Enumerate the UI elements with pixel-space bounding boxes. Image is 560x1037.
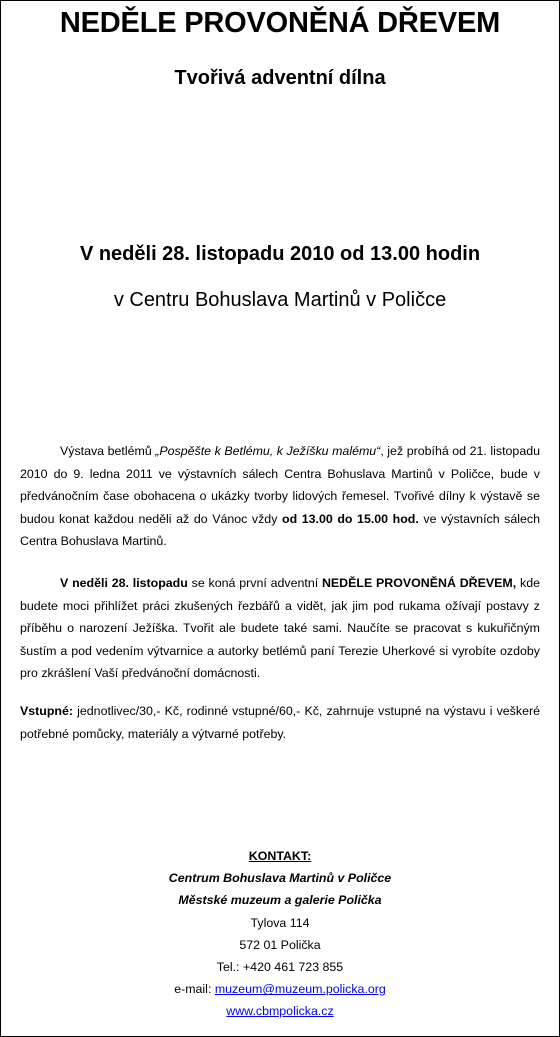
workshop-time: od 13.00 do 15.00 hod. [282, 511, 419, 526]
exhibition-name: „Pospěšte k Betlému, k Ježíšku malému“ [155, 444, 381, 458]
document-subtitle: Tvořivá adventní dílna [174, 67, 386, 89]
contact-city: 572 01 Polička [239, 937, 321, 952]
contact-street: Tylova 114 [250, 915, 310, 930]
p2-text-1: se koná první adventní [187, 576, 322, 590]
contact-org-1: Centrum Bohuslava Martinů v Poličce [168, 871, 392, 886]
event-date: V neděli 28. listopadu 2010 od 13.00 hodin [79, 243, 481, 265]
document-title: NEDĚLE PROVONĚNÁ DŘEVEM [59, 7, 501, 39]
event-date-inline: V neděli 28. listopadu [60, 576, 188, 590]
intro-paragraph [20, 440, 540, 553]
email-link[interactable]: muzeum@muzeum.policka.org [214, 982, 386, 997]
website-link[interactable]: www.cbmpolicka.cz [226, 1004, 334, 1019]
admission-text: jednotlivec/30,- Kč, rodinné vstupné/60,- Kč, zahrnuje vstupné na výstavu i veškeré potřebné pomůcky, materiály a výtvarné potřeby. [20, 704, 540, 741]
event-venue: v Centru Bohuslava Martinů v Poličce [113, 289, 447, 311]
p1-text-2: , jež probíhá od 21. listopadu 2010 do 9. ledna 2011 ve výstavních sálech Centra Bohuslava Martinů v Poličce, bude v předvánočním čase obohacena o ukázky tvorby lidových řemesel. Tvořivé dílny k výstavě se budou konat každou neděli až do Vánoc vždy [20, 444, 540, 526]
contact-web-line [1, 1000, 559, 1022]
p1-text-1: Výstava betlémů [60, 444, 156, 458]
admission-label: Vstupné: [20, 704, 74, 718]
contact-heading: KONTAKT: [248, 849, 312, 863]
contact-phone: Tel.: +420 461 723 855 [216, 960, 344, 975]
contact-email-line [1, 978, 559, 1000]
contact-org-2: Městské muzeum a galerie Polička [178, 893, 382, 908]
p1-text-3: ve výstavních sálech Centra Bohuslava Martinů. [20, 511, 541, 548]
admission-paragraph [20, 700, 540, 745]
contact-block [1, 845, 559, 1023]
event-name-inline: NEDĚLE PROVONĚNÁ DŘEVEM, [321, 576, 517, 590]
p2-text-2: kde budete moci přihlížet práci zkušených řezbářů a vidět, jak jim pod rukama ožívají postavy z příběhu o narození Ježíška. Tvořit ale budete také sami. Naučíte se pracovat s kukuřičným šustím a pod vedením výtvarnice a autorky betlémů paní Terezie Uherkové si vyrobíte ozdoby pro zkrášlení Vaší předvánoční domácnosti. [20, 576, 540, 680]
event-paragraph [20, 572, 540, 685]
email-label: e-mail: [174, 982, 215, 997]
